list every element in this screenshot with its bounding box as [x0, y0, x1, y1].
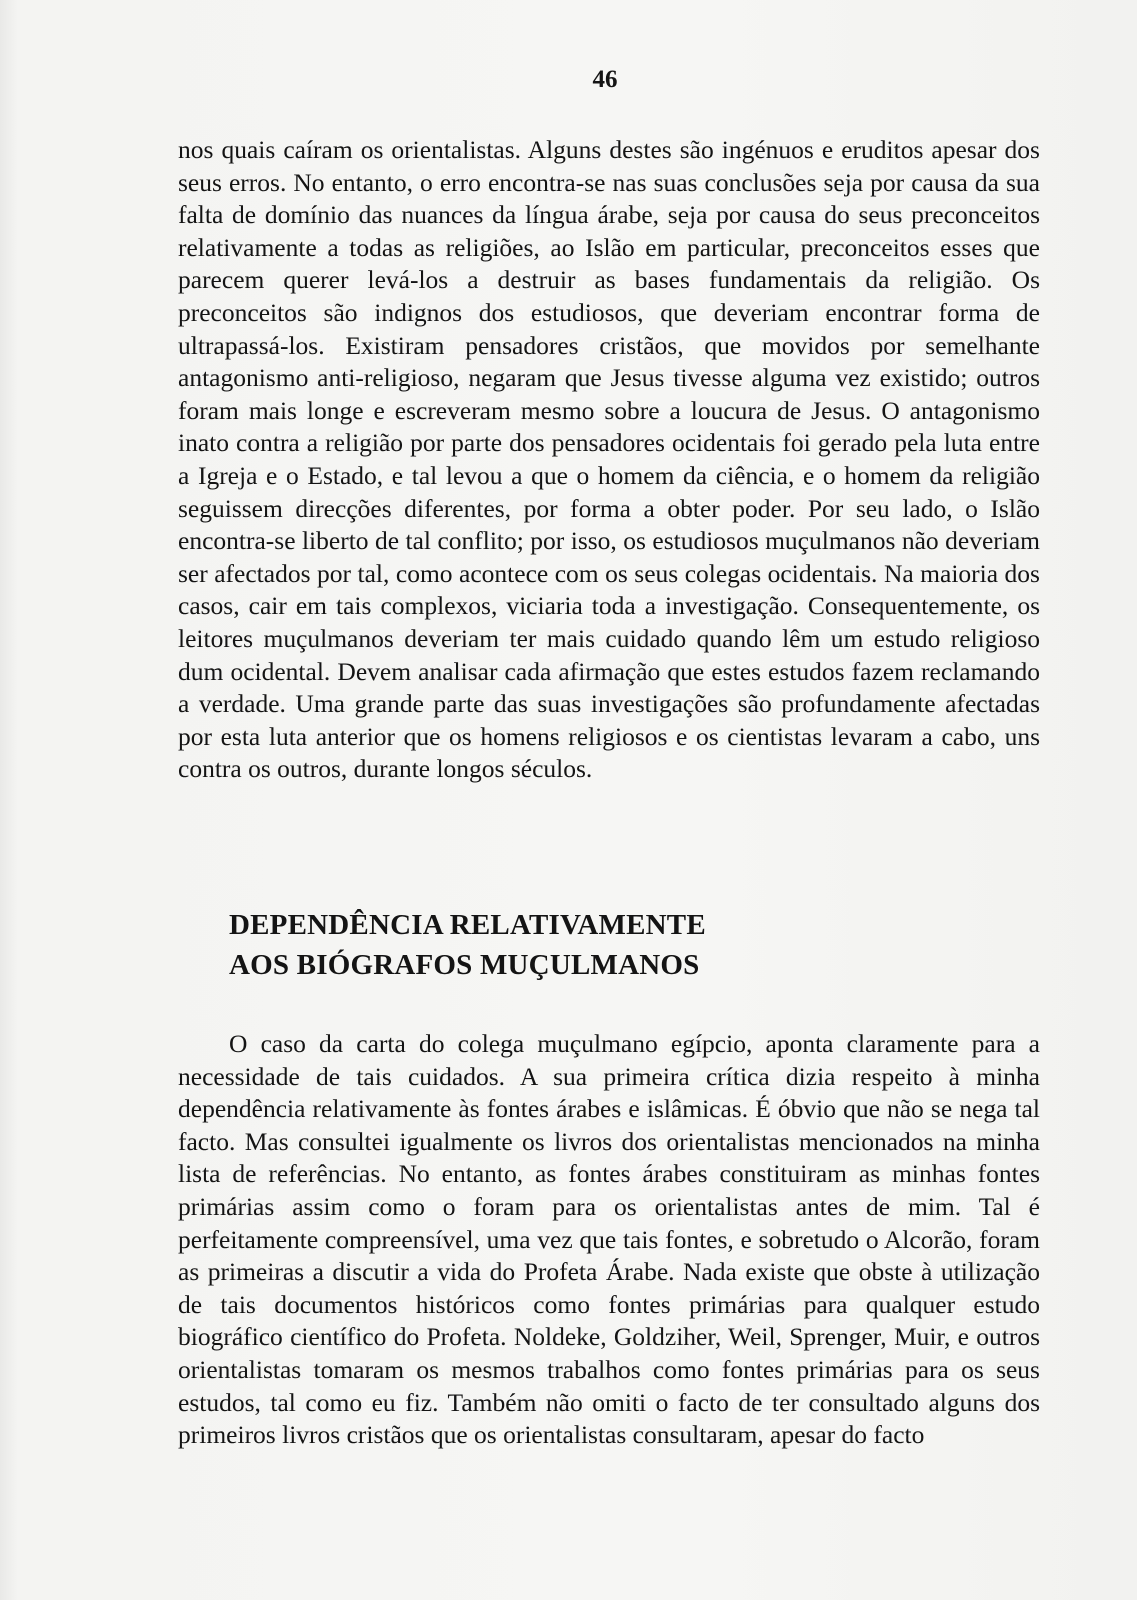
- body-paragraph-2: O caso da carta do colega muçulmano egípcio, aponta claramente para a necessidade de tais cuidados. A sua primeira crítica dizia respeito à minha dependência relativamente às fontes árabes e islâmicas. É óbvio que não se nega tal facto. Mas consultei igualmente os livros dos orientalistas mencionados na minha lista de referências. No entanto, as fontes árabes constituiram as minhas fontes primárias assim como o foram para os orientalistas antes de mim. Tal é perfeitamente compreensível, uma vez que tais fontes, e sobretudo o Alcorão, foram as primeiras a discutir a vida do Profeta Árabe. Nada existe que obste à utilização de tais documentos históricos como fontes primárias para qualquer estudo biográfico científico do Profeta. Noldeke, Goldziher, Weil, Sprenger, Muir, e outros orientalistas tomaram os mesmos trabalhos como fontes primárias para os seus estudos, tal como eu fiz. Também não omiti o facto de ter consultado alguns dos primeiros livros cristãos que os orientalistas consultaram, apesar do facto: [178, 1029, 1040, 1450]
- section-heading: [229, 905, 1029, 985]
- body-paragraph-1: nos quais caíram os orientalistas. Alguns destes são ingénuos e eruditos apesar dos seus erros. No entanto, o erro encontra-se nas suas conclusões seja por causa da sua falta de domínio das nuances da língua árabe, seja por causa do seus preconceitos relativamente a todas as religiões, ao Islão em particular, preconceitos esses que parecem querer levá-los a destruir as bases fundamentais da religião. Os preconceitos são indignos dos estudiosos, que deveriam encontrar forma de ultrapassá-los. Existiram pensadores cristãos, que movidos por semelhante antagonismo anti-religioso, negaram que Jesus tivesse alguma vez existido; outros foram mais longe e escreveram mesmo sobre a loucura de Jesus. O antagonismo inato contra a religião por parte dos pensadores ocidentais foi gerado pela luta entre a Igreja e o Estado, e tal levou a que o homem da ciência, e o homem da religião seguissem direcções diferentes, por forma a obter poder. Por seu lado, o Islão encontra-se liberto de tal conflito; por isso, os estudiosos muçulmanos não deveriam ser afectados por tal, como acontece com os seus colegas ocidentais. Na maioria dos casos, cair em tais complexos, viciaria toda a investigação. Consequentemente, os leitores muçulmanos deveriam ter mais cuidado quando lêm um estudo religioso dum ocidental. Devem analisar cada afirmação que estes estudos fazem reclamando a verdade. Uma grande parte das suas investigações são profundamente afectadas por esta luta anterior que os homens religiosos e os cientistas levaram a cabo, uns contra os outros, durante longos séculos.: [178, 135, 1040, 784]
- section-heading-line-1: DEPENDÊNCIA RELATIVAMENTE: [229, 909, 706, 941]
- section-heading-line-2: AOS BIÓGRAFOS MUÇULMANOS: [229, 949, 700, 981]
- page-number: 46: [592, 66, 618, 93]
